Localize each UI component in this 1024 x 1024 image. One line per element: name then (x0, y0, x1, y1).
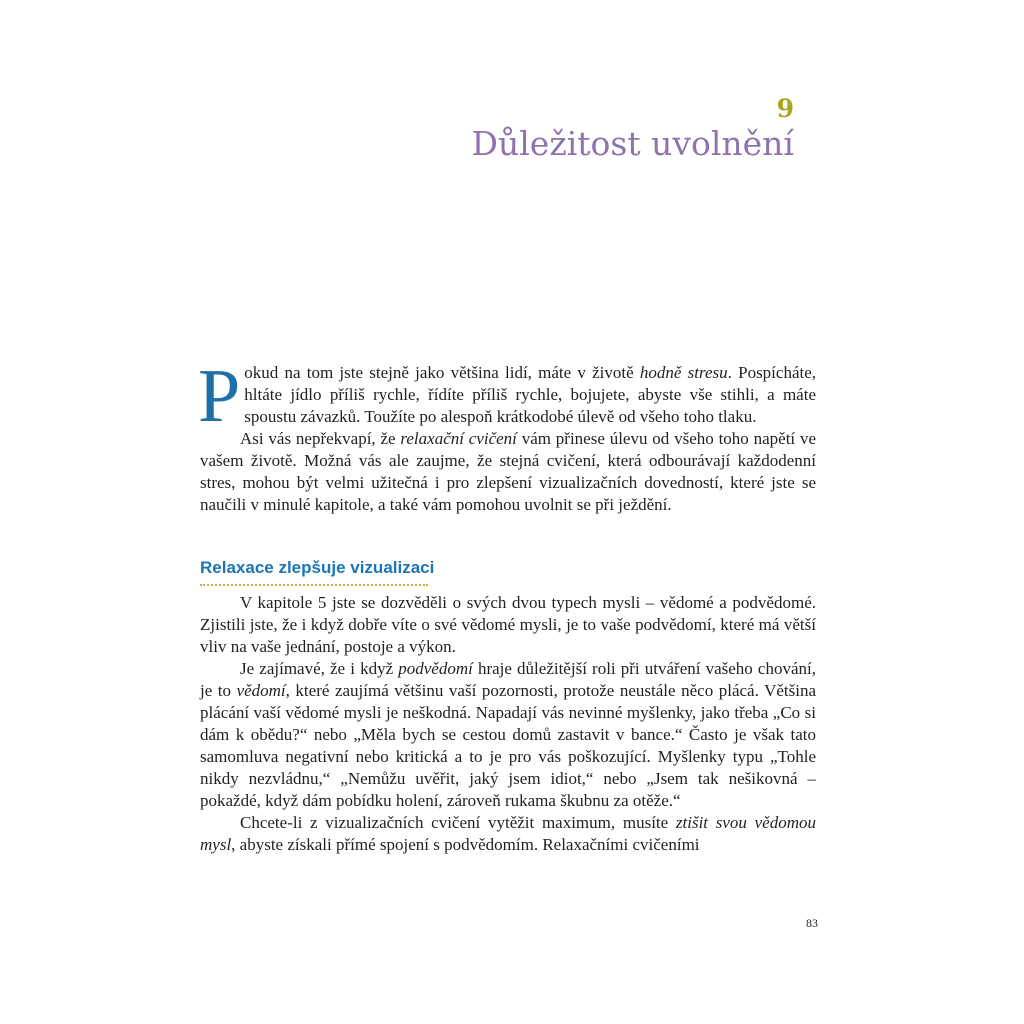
dropcap: P (198, 354, 241, 438)
intro-paragraph-2 (200, 428, 816, 516)
chapter-number: 9 (776, 94, 794, 123)
intro-p2-text-a: Asi vás nepřekvapí, že (240, 429, 401, 448)
section-p2-text-a: Je zajímavé, že i když (240, 659, 399, 678)
section-p2-text-c: , které zaujímá většinu vaší pozornosti, protože neustále něco plácá. Většina plácání vaší vědomé mysli je neškodná. Napadají vás nevinné myšlenky, jako třeba „Co si dám k obědu?“ nebo „Měla bych se cestou domů zastavit v bance.“ Často je však tato samomluva negativní nebo kritická a to je pro vás poškozující. Myšlenky typu „Tohle nikdy nezvládnu,“ „Nemůžu uvěřit, jaký jsem idiot,“ nebo „Jsem tak nešikovná – pokaždé, když dám pobídku holení, zároveň rukama škubnu za otěže.“ (200, 681, 816, 810)
section-heading: Relaxace zlepšuje vizualizaci (200, 558, 428, 586)
section-paragraph-3 (200, 812, 816, 856)
section-p2-text-b: hraje důležitější roli při utváření vašeho chování, je to (200, 659, 816, 700)
section-p3-text-a: Chcete-li z vizualizačních cvičení vytěžit maximum, musíte (240, 813, 676, 832)
section-paragraph-1: V kapitole 5 jste se dozvěděli o svých dvou typech mysli – vědomé a podvědomé. Zjistili jste, že i když dobře víte o své vědomé mysli, je to vaše podvědomí, které má větší vliv na vaše jednání, postoje a výkon. (200, 593, 816, 656)
section-p3-emphasis: ztišit svou vědomou mysl (200, 813, 816, 854)
section-p3-text-b: , abyste získali přímé spojení s podvědomím. Relaxačními cvičeními (231, 835, 700, 854)
chapter-title: Důležitost uvolnění (471, 124, 794, 163)
intro-paragraph-1 (198, 354, 817, 438)
intro-p2-emphasis: relaxační cvičení (400, 429, 517, 448)
section-p2-emphasis-2: vědomí (236, 681, 286, 700)
intro-p1-text-b: . Pospícháte, hltáte jídlo příliš rychle, řídíte příliš rychle, bojujete, abyste vše stihli, a máte spoustu závazků. Toužíte po alespoň krátkodobé úlevě od všeho toho tlaku. (244, 363, 817, 426)
intro-text (198, 354, 817, 516)
page-number: 83 (806, 916, 818, 930)
section-p2-emphasis-1: podvědomí (398, 659, 473, 678)
section-paragraph-2 (200, 658, 816, 812)
intro-p1-emphasis: hodně stresu (639, 363, 728, 382)
intro-p1-text-a: okud na tom jste stejně jako většina lidí, máte v životě (244, 363, 640, 382)
intro-p2-text-b: vám přinese úlevu od všeho toho napětí ve vašem životě. Možná vás ale zaujme, že stejná cvičení, která odbourávají každodenní stres, mohou být velmi užitečná i pro zlepšení vizualizačních dovedností, které jste se naučili v minulé kapitole, a také vám pomohou uvolnit se při ježdění. (200, 429, 816, 514)
section-text (200, 592, 816, 856)
